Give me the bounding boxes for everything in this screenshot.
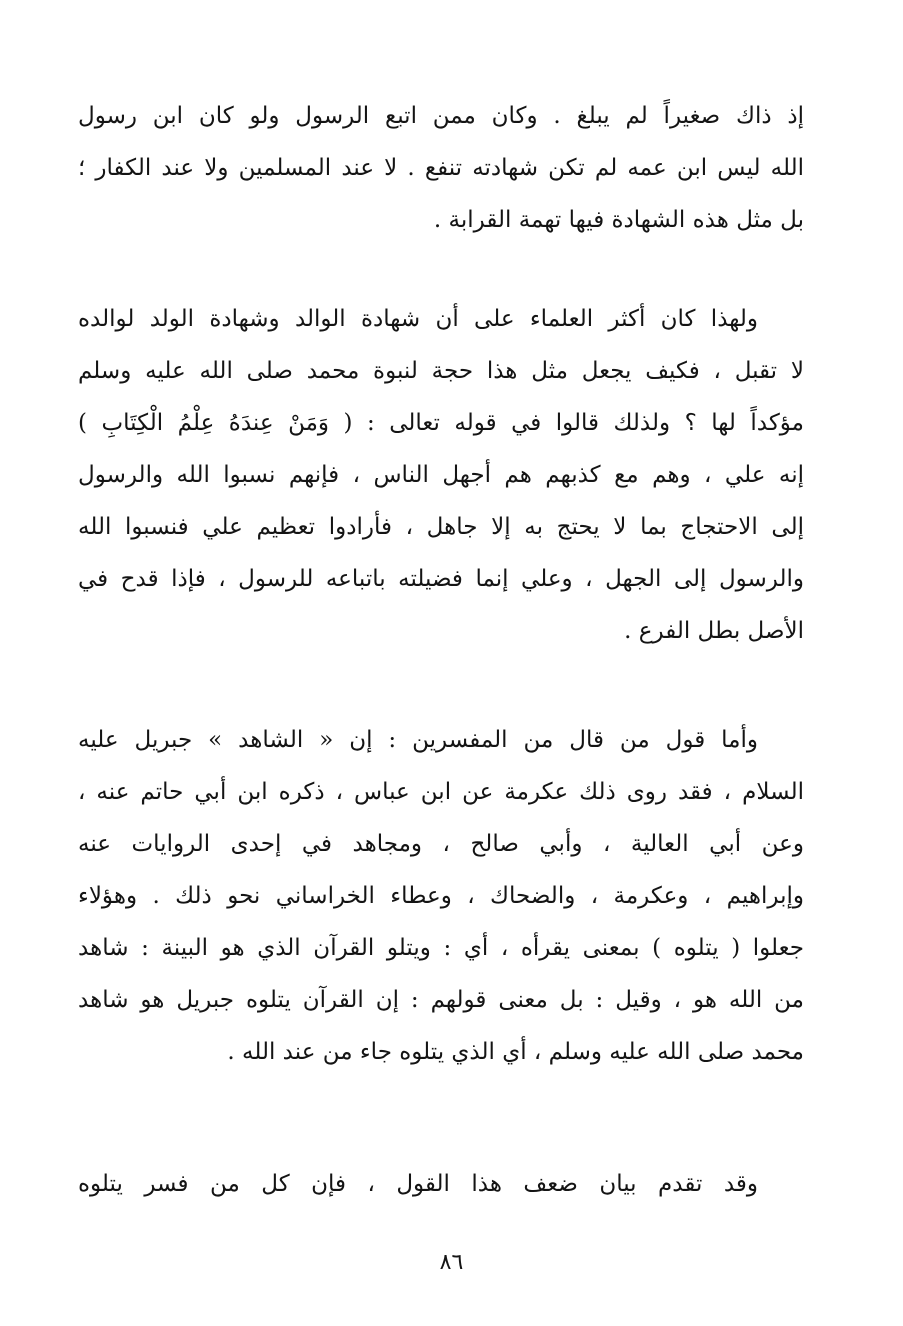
text-line: من الله هو ، وقيل : بل معنى قولهم : إن القرآن يتلوه جبريل هو شاهد <box>78 987 804 1013</box>
text-line: بل مثل هذه الشهادة فيها تهمة القرابة . <box>433 207 804 233</box>
text-line: جعلوا ( يتلوه ) بمعنى يقرأه ، أي : ويتلو القرآن الذي هو البينة : شاهد <box>78 935 804 961</box>
text-line: لا تقبل ، فكيف يجعل مثل هذا حجة لنبوة محمد صلى الله عليه وسلم <box>78 358 804 384</box>
text-line: ولهذا كان أكثر العلماء على أن شهادة الوالد وشهادة الولد لوالده <box>78 306 758 332</box>
text-line: وعن أبي العالية ، وأبي صالح ، ومجاهد في إحدى الروايات عنه <box>78 831 804 857</box>
paragraph-1 <box>78 90 804 246</box>
page-number: ٨٦ <box>439 1250 464 1275</box>
text-line: وقد تقدم بيان ضعف هذا القول ، فإن كل من فسر يتلوه <box>78 1171 758 1197</box>
text-line: الله ليس ابن عمه لم تكن شهادته تنفع . لا عند المسلمين ولا عند الكفار ؛ <box>78 155 804 181</box>
text-line: الأصل بطل الفرع . <box>624 618 804 644</box>
text-line: مؤكداً لها ؟ ولذلك قالوا في قوله تعالى : ( وَمَنْ عِندَهُ عِلْمُ الْكِتَابِ ) <box>78 410 804 436</box>
text-line: إلى الاحتجاج بما لا يحتج به إلا جاهل ، فأرادوا تعظيم علي فنسبوا الله <box>78 514 804 540</box>
text-line: السلام ، فقد روى ذلك عكرمة عن ابن عباس ، ذكره ابن أبي حاتم عنه ، <box>78 779 804 805</box>
text-line: والرسول إلى الجهل ، وعلي إنما فضيلته باتباعه للرسول ، فإذا قدح في <box>78 566 804 592</box>
text-line: محمد صلى الله عليه وسلم ، أي الذي يتلوه جاء من عند الله . <box>227 1039 804 1065</box>
text-line: إنه علي ، وهم مع كذبهم هم أجهل الناس ، فإنهم نسبوا الله والرسول <box>78 462 804 488</box>
paragraph-3 <box>78 714 804 1078</box>
text-line: إذ ذاك صغيراً لم يبلغ . وكان ممن اتبع الرسول ولو كان ابن رسول <box>78 103 804 129</box>
text-line: وإبراهيم ، وعكرمة ، والضحاك ، وعطاء الخراساني نحو ذلك . وهؤلاء <box>78 883 804 909</box>
text-line: وأما قول من قال من المفسرين : إن « الشاهد » جبريل عليه <box>78 727 758 753</box>
paragraph-4 <box>78 1158 804 1210</box>
paragraph-2 <box>78 293 804 657</box>
